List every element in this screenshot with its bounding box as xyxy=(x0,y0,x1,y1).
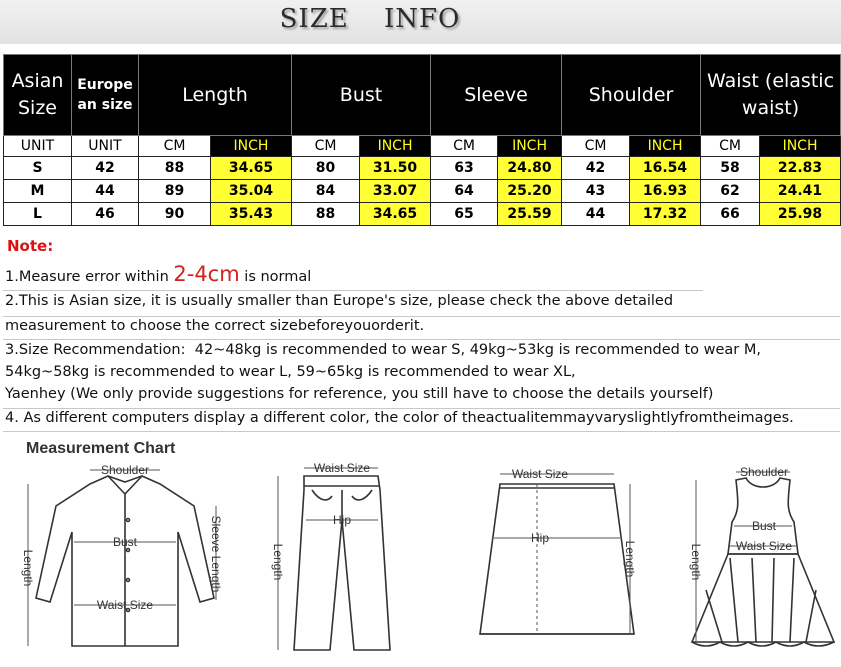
waist-cm-cell: 66 xyxy=(701,203,760,226)
divider xyxy=(3,408,840,409)
header-asian-size: Asian Size xyxy=(4,55,72,136)
bust-inch-cell: 33.07 xyxy=(360,180,431,203)
waist-inch-cell: 25.98 xyxy=(760,203,841,226)
shirt-measure-lines xyxy=(28,470,216,646)
skirt-measure-lines xyxy=(494,474,630,634)
unit-cell: CM xyxy=(701,136,760,157)
shirt-illustration xyxy=(18,450,233,665)
shoulder-inch-cell: 16.93 xyxy=(630,180,701,203)
length-cm-cell: 88 xyxy=(139,157,211,180)
pants-measure-lines xyxy=(278,468,378,650)
shoulder-inch-cell: 16.54 xyxy=(630,157,701,180)
unit-cell: INCH xyxy=(211,136,292,157)
note-1-suffix: is normal xyxy=(239,269,312,285)
unit-cell: UNIT xyxy=(72,136,139,157)
table-header-row xyxy=(4,55,841,136)
table-unit-row xyxy=(4,136,841,157)
sleeve-cm-cell: 63 xyxy=(431,157,498,180)
header-sleeve: Sleeve xyxy=(431,55,562,136)
shoulder-cm-cell: 43 xyxy=(562,180,630,203)
length-cm-cell: 89 xyxy=(139,180,211,203)
waist-cm-cell: 62 xyxy=(701,180,760,203)
unit-cell: CM xyxy=(431,136,498,157)
note-1-highlight: 2-4cm xyxy=(173,262,240,286)
note-3-line-3: Yaenhey (We only provide suggestions for reference, you still have to choose the details yourself) xyxy=(5,386,714,402)
waist-cm-cell: 58 xyxy=(701,157,760,180)
note-4: 4. As different computers display a different color, the color of theactualitemmayvaryslightlyfromtheimages. xyxy=(5,410,794,426)
note-1-prefix: 1.Measure error within xyxy=(5,269,174,285)
note-1 xyxy=(5,262,311,286)
length-cm-cell: 90 xyxy=(139,203,211,226)
table-row-s xyxy=(4,157,841,180)
sleeve-inch-cell: 24.80 xyxy=(498,157,562,180)
shirt-outline-icon xyxy=(36,476,214,646)
shoulder-cm-cell: 44 xyxy=(562,203,630,226)
pants-illustration xyxy=(262,450,412,665)
note-3-line-2: 54kg~58kg is recommended to wear L, 59~65kg is recommended to wear XL, xyxy=(5,364,576,380)
length-inch-cell: 35.04 xyxy=(211,180,292,203)
sleeve-cm-cell: 64 xyxy=(431,180,498,203)
unit-cell: INCH xyxy=(630,136,701,157)
pants-hip-label: Hip xyxy=(332,513,352,527)
header-length: Length xyxy=(139,55,292,136)
dress-bust-label: Bust xyxy=(751,519,777,533)
shirt-bust-label: Bust xyxy=(112,535,138,549)
unit-cell: UNIT xyxy=(4,136,72,157)
table-row-m xyxy=(4,180,841,203)
waist-inch-cell: 22.83 xyxy=(760,157,841,180)
dress-illustration xyxy=(686,450,840,665)
page-title: SIZE INFO xyxy=(279,4,461,34)
unit-cell: INCH xyxy=(760,136,841,157)
dress-length-label: Length xyxy=(689,543,703,581)
sleeve-cm-cell: 65 xyxy=(431,203,498,226)
sleeve-inch-cell: 25.59 xyxy=(498,203,562,226)
shirt-length-label: Length xyxy=(21,549,35,587)
dress-waist-label: Waist Size xyxy=(735,539,793,553)
length-inch-cell: 35.43 xyxy=(211,203,292,226)
divider xyxy=(3,290,703,291)
shoulder-inch-cell: 17.32 xyxy=(630,203,701,226)
dress-measure-lines xyxy=(696,472,796,642)
note-2-line-1: 2.This is Asian size, it is usually smaller than Europe's size, please check the above detailed xyxy=(5,293,674,309)
eu-size-cell: 44 xyxy=(72,180,139,203)
skirt-illustration xyxy=(470,450,645,665)
skirt-outline-icon xyxy=(480,484,634,634)
shirt-waist-label: Waist Size xyxy=(96,598,154,612)
table-row-l xyxy=(4,203,841,226)
unit-cell: CM xyxy=(292,136,360,157)
pants-waist-label: Waist Size xyxy=(313,461,371,475)
divider xyxy=(3,431,840,432)
header-shoulder: Shoulder xyxy=(562,55,701,136)
unit-cell: INCH xyxy=(498,136,562,157)
eu-size-cell: 42 xyxy=(72,157,139,180)
bust-cm-cell: 88 xyxy=(292,203,360,226)
header-europe-size: Europe an size xyxy=(72,55,139,136)
sleeve-inch-cell: 25.20 xyxy=(498,180,562,203)
bust-cm-cell: 84 xyxy=(292,180,360,203)
skirt-length-label: Length xyxy=(623,540,637,578)
divider xyxy=(3,339,840,340)
eu-size-cell: 46 xyxy=(72,203,139,226)
bust-cm-cell: 80 xyxy=(292,157,360,180)
size-cell: L xyxy=(4,203,72,226)
size-cell: S xyxy=(4,157,72,180)
skirt-waist-label: Waist Size xyxy=(511,467,569,481)
bust-inch-cell: 31.50 xyxy=(360,157,431,180)
shirt-shoulder-label: Shoulder xyxy=(100,463,150,477)
note-3-line-1: 3.Size Recommendation: 42~48kg is recommended to wear S, 49kg~53kg is recommended to wear M, xyxy=(5,342,761,358)
note-2-line-2: measurement to choose the correct sizebeforeyouorderit. xyxy=(5,318,425,334)
size-cell: M xyxy=(4,180,72,203)
unit-cell: CM xyxy=(139,136,211,157)
dress-outline-icon xyxy=(692,478,834,646)
unit-cell: CM xyxy=(562,136,630,157)
unit-cell: INCH xyxy=(360,136,431,157)
header-waist: Waist (elastic waist) xyxy=(701,55,841,136)
divider xyxy=(3,316,840,317)
bust-inch-cell: 34.65 xyxy=(360,203,431,226)
pants-outline-icon xyxy=(294,476,390,650)
shirt-sleeve-label: Sleeve Length xyxy=(209,515,223,593)
dress-shoulder-label: Shoulder xyxy=(739,465,789,479)
note-title: Note: xyxy=(7,237,54,255)
header-bust: Bust xyxy=(292,55,431,136)
size-table xyxy=(3,54,841,226)
pants-length-label: Length xyxy=(271,543,285,581)
length-inch-cell: 34.65 xyxy=(211,157,292,180)
measurement-chart-title: Measurement Chart xyxy=(26,440,176,457)
waist-inch-cell: 24.41 xyxy=(760,180,841,203)
shoulder-cm-cell: 42 xyxy=(562,157,630,180)
skirt-hip-label: Hip xyxy=(530,531,550,545)
